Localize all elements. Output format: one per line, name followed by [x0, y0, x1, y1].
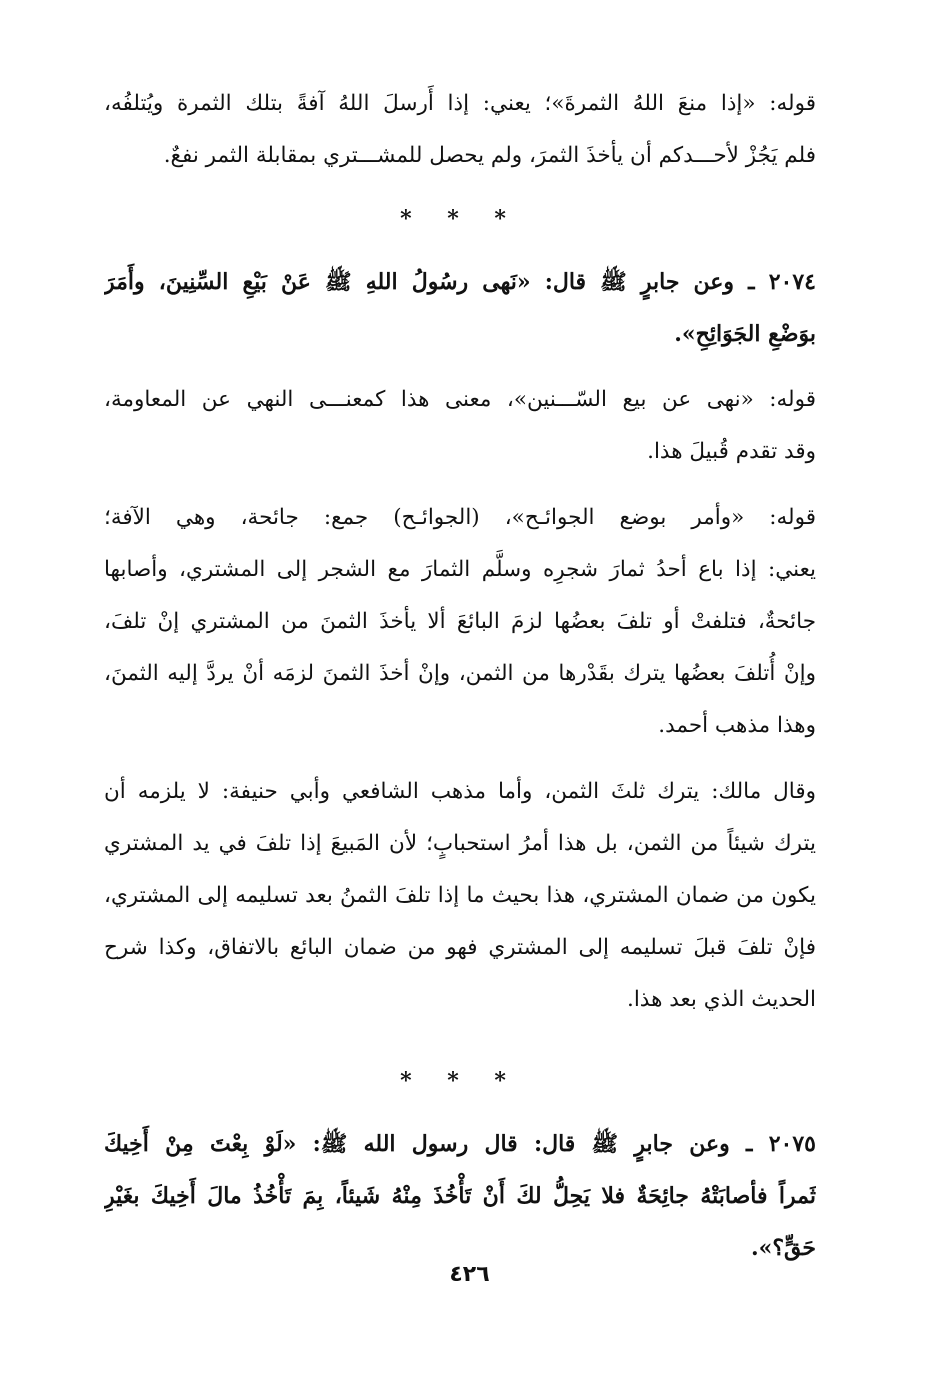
text-line: يكون من ضمان المشتري، هذا بحيث ما إذا تلفَ الثمنُ بعد تسليمه إلى المشتري، — [104, 883, 816, 908]
text-line: فلم يَجُزْ لأحـــدكم أن يأخذَ الثمرَ، ولم يحصل للمشـــتري بمقابلة الثمر نفعٌ. — [163, 143, 816, 168]
text-line: قوله: «إذا منعَ اللهُ الثمرةَ»؛ يعني: إذا أَرسلَ اللهُ آفةً بتلك الثمرة ويُتلفُه، — [104, 91, 816, 116]
page-body — [104, 78, 816, 1274]
text-line: وإنْ أُتلفَ بعضُها يترك بقَدْرها من الثمن، وإنْ أخذَ الثمنَ لزمَه أنْ يردَّ إليه الثمنَ، — [104, 661, 816, 686]
section-separator-2: * * * — [400, 1068, 520, 1094]
text-line: ٢٠٧٥ ـ وعن جابرٍ ﷺ قال: قال رسول الله ﷺ: «لَوْ بِعْتَ مِنْ أَخِيكَ — [104, 1131, 816, 1157]
text-line: قوله: «وأمر بوضع الجوائـح»، (الجوائـح) جمع: جائحة، وهي الآفة؛ — [104, 505, 816, 530]
text-line: وهذا مذهب أحمد. — [658, 713, 816, 738]
text-line: وقد تقدم قُبيلَ هذا. — [647, 439, 816, 464]
commentary-paragraph-2 — [104, 374, 816, 478]
commentary-paragraph-4 — [104, 766, 816, 1026]
text-line: ثَمراً فأصابَتْهُ جائِحَةٌ فلا يَحِلُّ لكَ أَنْ تَأْخُذَ مِنْهُ شَيئاً، بِمَ تَأْخُذُ مالَ أَخِيكَ بغَيْرِ — [104, 1183, 816, 1209]
text-line: بوَضْعِ الجَوَائِحِ». — [674, 321, 816, 347]
text-line: قوله: «نهى عن بيع السّـــنين»، معنى هذا كمعنـــى النهي عن المعاومة، — [104, 387, 816, 412]
text-line: وقال مالك: يترك ثلثَ الثمن، وأما مذهب الشافعي وأبي حنيفة: لا يلزمه أن — [104, 779, 816, 804]
text-line: ٢٠٧٤ ـ وعن جابرٍ ﷺ قال: «نَهى رسُولُ اللهِ ﷺ عَنْ بَيْعِ السِّنِينَ، وأَمَرَ — [104, 269, 816, 295]
hadith-2074 — [104, 256, 816, 360]
text-line: حَقٍّ؟». — [750, 1235, 816, 1261]
text-line: الحديث الذي بعد هذا. — [627, 987, 816, 1012]
commentary-paragraph-3 — [104, 492, 816, 752]
text-line: يعني: إذا باع أحدُ ثمارَ شجرِه وسلَّم الثمارَ مع الشجر إلى المشتري، وأصابها — [104, 557, 816, 582]
hadith-2075 — [104, 1118, 816, 1274]
page-number: ٤٢٦ — [449, 1262, 490, 1287]
commentary-paragraph-1 — [104, 78, 816, 182]
text-line: فإنْ تلفَ قبلَ تسليمه إلى المشتري فهو من ضمان البائع بالاتفاق، وكذا شرح — [104, 935, 816, 960]
section-separator-1: * * * — [400, 206, 520, 232]
text-line: جائحةٌ، فتلفتْ أو تلفَ بعضُها لزمَ البائعَ ألا يأخذَ الثمنَ من المشتري إنْ تلفَ، — [104, 609, 816, 634]
text-line: يترك شيئاً من الثمن، بل هذا أمرُ استحبابٍ؛ لأن المَبيعَ إذا تلفَ في يد المشتري — [104, 831, 816, 856]
